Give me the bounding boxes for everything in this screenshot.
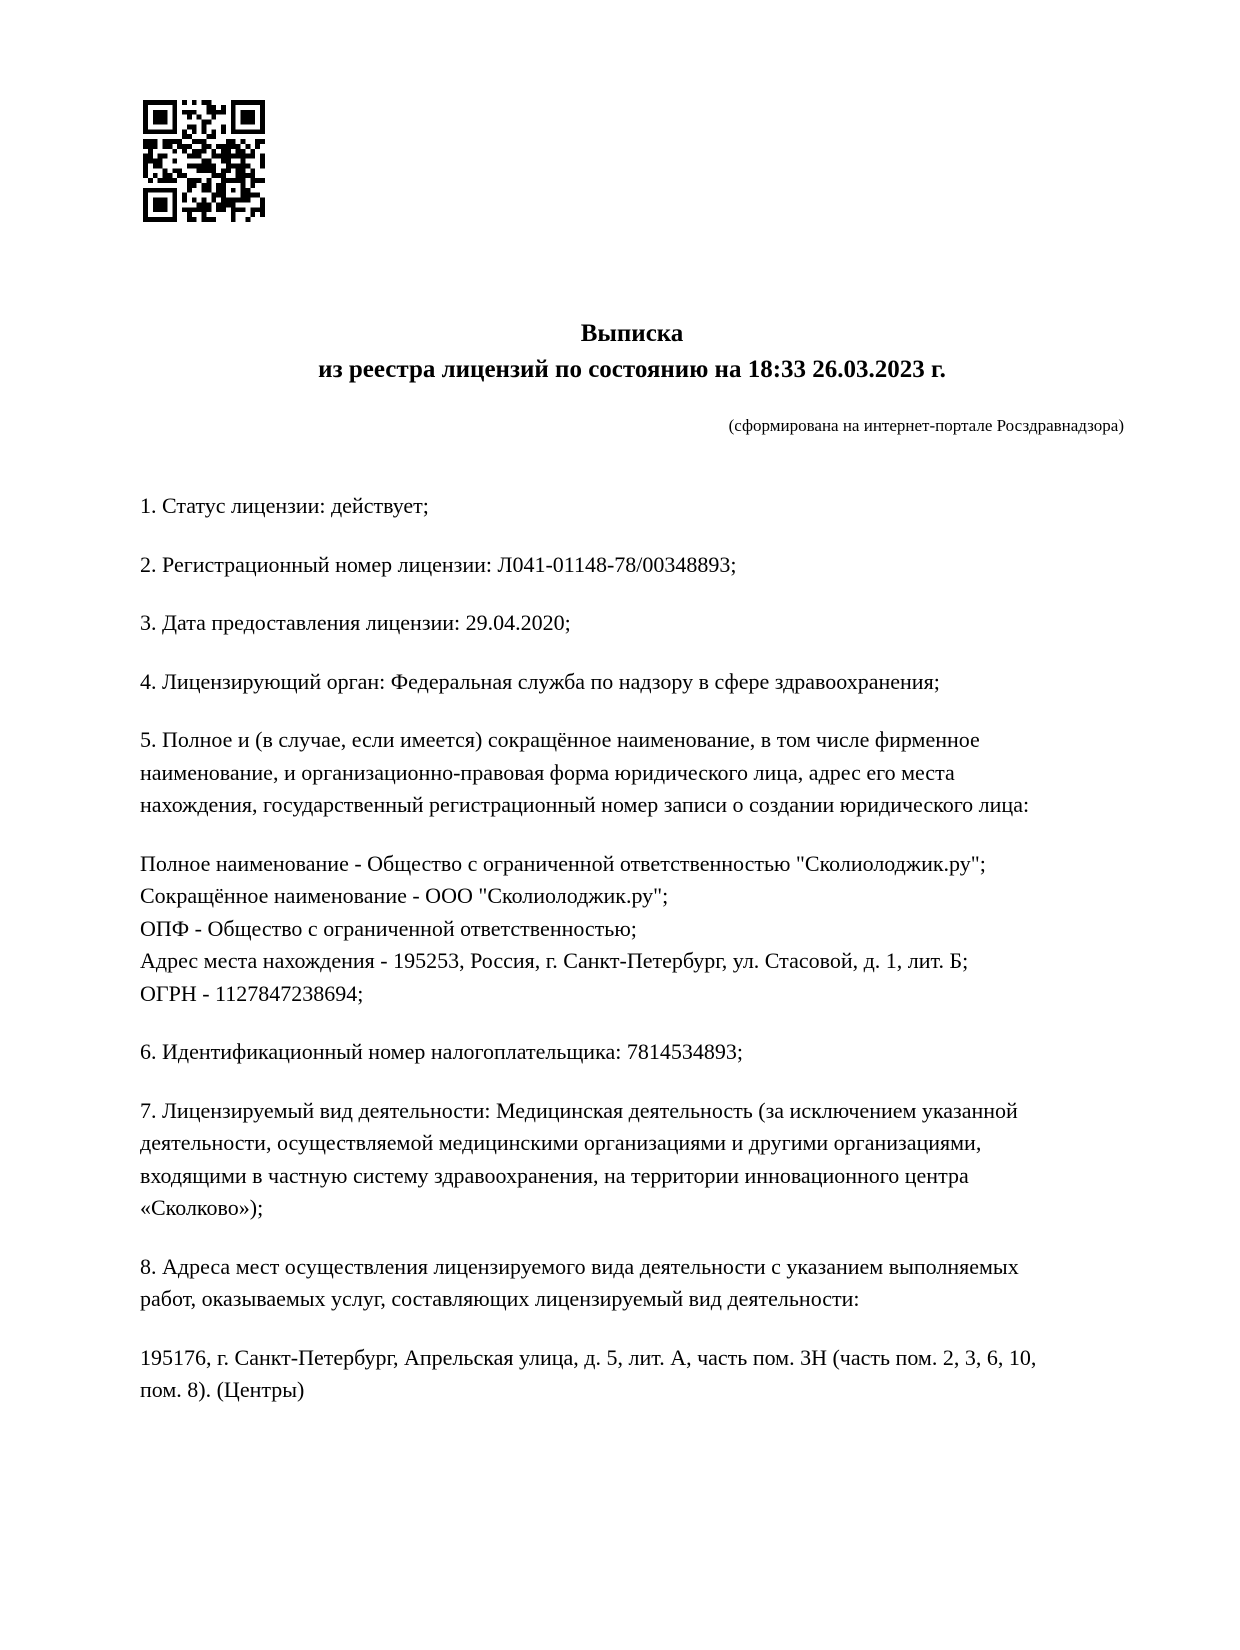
paragraph <box>140 1342 1124 1407</box>
document-title <box>140 316 1124 388</box>
paragraph <box>140 1095 1124 1225</box>
paragraph-line: работ, оказываемых услуг, составляющих лицензируемый вид деятельности: <box>140 1286 860 1311</box>
paragraph-line: Полное наименование - Общество с ограниченной ответственностью "Сколиолоджик.ру"; <box>140 850 986 876</box>
document-content <box>140 0 1124 1407</box>
paragraph-line: 4. Лицензирующий орган: Федеральная служба по надзору в сфере здравоохранения; <box>140 668 940 694</box>
paragraph <box>140 1251 1124 1316</box>
paragraph <box>140 549 1124 582</box>
paragraph <box>140 666 1124 699</box>
paragraph-line: наименование, и организационно-правовая форма юридического лица, адрес его места <box>140 759 955 785</box>
paragraph-line: 8. Адреса мест осуществления лицензируемого вида деятельности с указанием выполняемых <box>140 1253 1019 1279</box>
paragraph-line: Адрес места нахождения - 195253, Россия, г. Санкт-Петербург, ул. Стасовой, д. 1, лит. Б; <box>140 948 969 973</box>
paragraph-line: 195176, г. Санкт-Петербург, Апрельская улица, д. 5, лит. А, часть пом. 3Н (часть пом. 2, 3, 6, 10, <box>140 1344 1037 1370</box>
paragraph-line: деятельности, осуществляемой медицинскими организациями и другими организациями, <box>140 1130 982 1155</box>
paragraph-line: «Сколково»); <box>140 1195 264 1220</box>
paragraph-line: 6. Идентификационный номер налогоплательщика: 7814534893; <box>140 1039 743 1064</box>
document-body <box>140 490 1124 1407</box>
paragraph-line: 5. Полное и (в случае, если имеется) сокращённое наименование, в том числе фирменное <box>140 727 980 752</box>
paragraph-line: пом. 8). (Центры) <box>140 1377 305 1402</box>
paragraph-line: ОГРН - 1127847238694; <box>140 980 364 1006</box>
paragraph-line: ОПФ - Общество с ограниченной ответственностью; <box>140 915 637 941</box>
paragraph-line: Сокращённое наименование - ООО "Сколиолоджик.ру"; <box>140 883 669 908</box>
paragraph-line: 2. Регистрационный номер лицензии: Л041-01148-78/00348893; <box>140 551 737 577</box>
paragraph <box>140 607 1124 640</box>
paragraph-line: 1. Статус лицензии: действует; <box>140 493 429 518</box>
paragraph-line: входящими в частную систему здравоохранения, на территории инновационного центра <box>140 1162 969 1188</box>
paragraph-line: 3. Дата предоставления лицензии: 29.04.2020; <box>140 610 571 635</box>
document-subtitle: (сформирована на интернет-портале Росздравнадзора) <box>728 416 1124 435</box>
title-line-1: Выписка <box>580 320 684 347</box>
paragraph <box>140 1036 1124 1069</box>
title-line-2: из реестра лицензий по состоянию на 18:33 26.03.2023 г. <box>318 356 946 383</box>
paragraph-line: 7. Лицензируемый вид деятельности: Медицинская деятельность (за исключением указанной <box>140 1097 1018 1123</box>
paragraph-line: нахождения, государственный регистрационный номер записи о создании юридического лица: <box>140 792 1030 817</box>
paragraph <box>140 848 1124 1011</box>
paragraph <box>140 490 1124 523</box>
paragraph <box>140 724 1124 822</box>
